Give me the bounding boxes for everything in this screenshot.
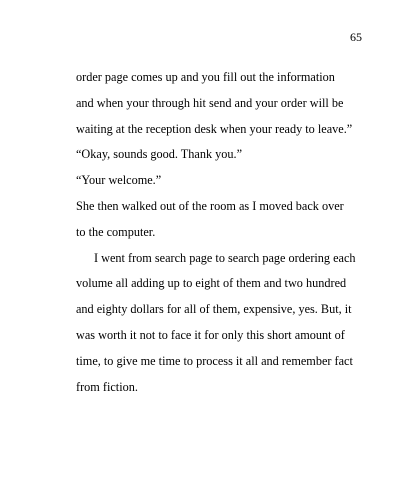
dialogue-line: “Okay, sounds good. Thank you.” <box>76 147 243 162</box>
text-line: She then walked out of the room as I moved back over <box>76 198 344 213</box>
text-line: and eighty dollars for all of them, expensive, yes. But, it <box>76 302 352 317</box>
text-line: waiting at the reception desk when your ready to leave.” <box>76 121 353 136</box>
text-line: volume all adding up to eight of them and two hundred <box>76 276 347 291</box>
text-line: from fiction. <box>76 379 138 394</box>
body-text <box>76 65 376 400</box>
page-number: 65 <box>350 30 362 44</box>
paragraph-first-line: I went from search page to search page ordering each <box>94 250 356 265</box>
text-line: time, to give me time to process it all and remember fact <box>76 353 353 368</box>
text-line: and when your through hit send and your order will be <box>76 95 344 110</box>
dialogue-line: “Your welcome.” <box>76 173 162 188</box>
text-line: to the computer. <box>76 224 156 239</box>
text-line: order page comes up and you fill out the information <box>76 70 335 84</box>
text-line: was worth it not to face it for only this short amount of <box>76 327 345 342</box>
